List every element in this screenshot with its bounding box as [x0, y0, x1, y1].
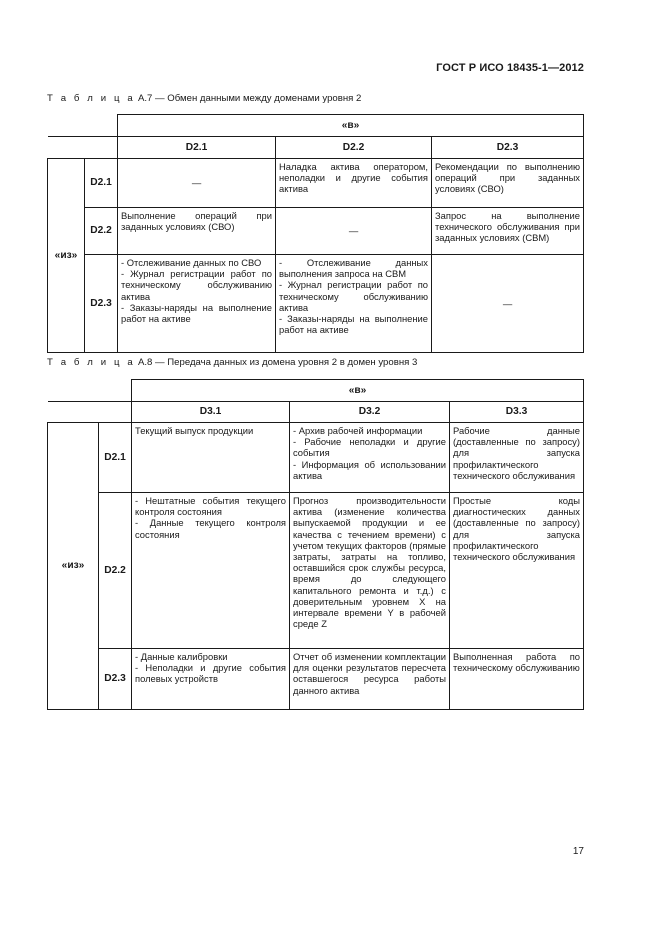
table-row: [48, 493, 584, 649]
cell-line: - Журнал регистрации работ по техническому обслуживанию актива: [279, 279, 428, 313]
table-row: [48, 423, 584, 493]
doc-header-code: ГОСТ Р ИСО 18435-1—2012: [436, 62, 584, 74]
cell-line: - Нештатные события текущего контроля состояния: [135, 495, 286, 518]
column-header: D2.2: [276, 137, 432, 159]
row-header: D2.3: [85, 255, 118, 353]
table-cell: Запрос на выполнение технического обслуживания при заданных условиях (СВМ): [432, 208, 584, 255]
column-header: D2.3: [432, 137, 584, 159]
table-cell: Выполнение операций при заданных условиях (СВО): [118, 208, 276, 255]
cell-line: - Неполадки и другие события полевых устройств: [135, 662, 286, 685]
caption-prefix: Т а б л и ц а: [47, 93, 136, 104]
page-number: 17: [572, 846, 584, 857]
column-header: D3.1: [132, 402, 290, 423]
corner-blank: [48, 137, 118, 159]
from-header: «из»: [48, 159, 85, 353]
caption-text: А.8 — Передача данных из домена уровня 2 в домен уровня 3: [135, 357, 418, 368]
row-header: D2.3: [99, 649, 132, 710]
table-row: [48, 159, 584, 208]
column-header: D2.1: [118, 137, 276, 159]
table-cell: [132, 493, 290, 649]
table-a8: [47, 379, 584, 710]
cell-line: - Данные калибровки: [135, 651, 228, 662]
table-cell: —: [432, 255, 584, 353]
table-a7: [47, 114, 584, 353]
table-cell: —: [118, 159, 276, 208]
cell-line: - Информация об использовании актива: [293, 458, 446, 481]
corner-blank: [48, 115, 118, 137]
table-cell: Прогноз производительности актива (изменение количества выпускаемой продукции и ее качества с течением времени) с учетом текущих факторов (прямые затраты, затраты на топливо, оставшийся срок службы ресурса, время до следующего капитального ремонта и т.д.) с доверительным уровнем X на интервале времени Y в рабочей среде Z: [290, 493, 450, 649]
row-header: D2.2: [99, 493, 132, 649]
table-row: [48, 649, 584, 710]
column-header: D3.3: [450, 402, 584, 423]
table-a7-caption: [47, 93, 361, 104]
cell-line: - Данные текущего контроля состояния: [135, 517, 286, 540]
cell-line: - Журнал регистрации работ по техническому обслуживанию актива: [121, 268, 272, 302]
table-cell: —: [276, 208, 432, 255]
corner-blank: [48, 380, 132, 402]
cell-line: - Заказы-наряды на выполнение работ на активе: [279, 313, 428, 336]
table-cell: Выполненная работа по техническому обслуживанию: [450, 649, 584, 710]
table-cell: Отчет об изменении комплектации для оценки результатов пересчета оставшегося ресурса работы данного актива: [290, 649, 450, 710]
table-cell: [276, 255, 432, 353]
table-cell: [290, 423, 450, 493]
row-header: D2.1: [85, 159, 118, 208]
table-cell: Текущий выпуск продукции: [132, 423, 290, 493]
table-cell: [118, 255, 276, 353]
table-cell: Рекомендации по выполнению операций при заданных условиях (СВО): [432, 159, 584, 208]
table-row: [48, 255, 584, 353]
to-header: «в»: [118, 115, 584, 137]
cell-line: - Архив рабочей информации: [293, 425, 423, 436]
column-header: D3.2: [290, 402, 450, 423]
from-header: «из»: [48, 423, 99, 710]
cell-line: - Отслеживание данных выполнения запроса на СВМ: [279, 257, 428, 280]
table-cell: [132, 649, 290, 710]
row-header: D2.2: [85, 208, 118, 255]
cell-line: - Заказы-наряды на выполнение работ на активе: [121, 301, 272, 325]
caption-prefix: Т а б л и ц а: [47, 357, 136, 368]
table-cell: Рабочие данные (доставленные по запросу) для запуска профилактического технического обслуживания: [450, 423, 584, 493]
row-header: D2.1: [99, 423, 132, 493]
cell-line: - Отслеживание данных по СВО: [121, 257, 262, 268]
table-cell: Простые коды диагностических данных (доставленные по запросу) для запуска профилактического технического обслуживания: [450, 493, 584, 649]
to-header: «в»: [132, 380, 584, 402]
caption-text: А.7 — Обмен данными между доменами уровня 2: [135, 93, 362, 104]
table-row: [48, 208, 584, 255]
cell-line: - Рабочие неполадки и другие события: [293, 436, 446, 459]
corner-blank: [48, 402, 132, 423]
table-cell: Наладка актива оператором, неполадки и другие события актива: [276, 159, 432, 208]
table-a8-caption: [47, 357, 417, 368]
